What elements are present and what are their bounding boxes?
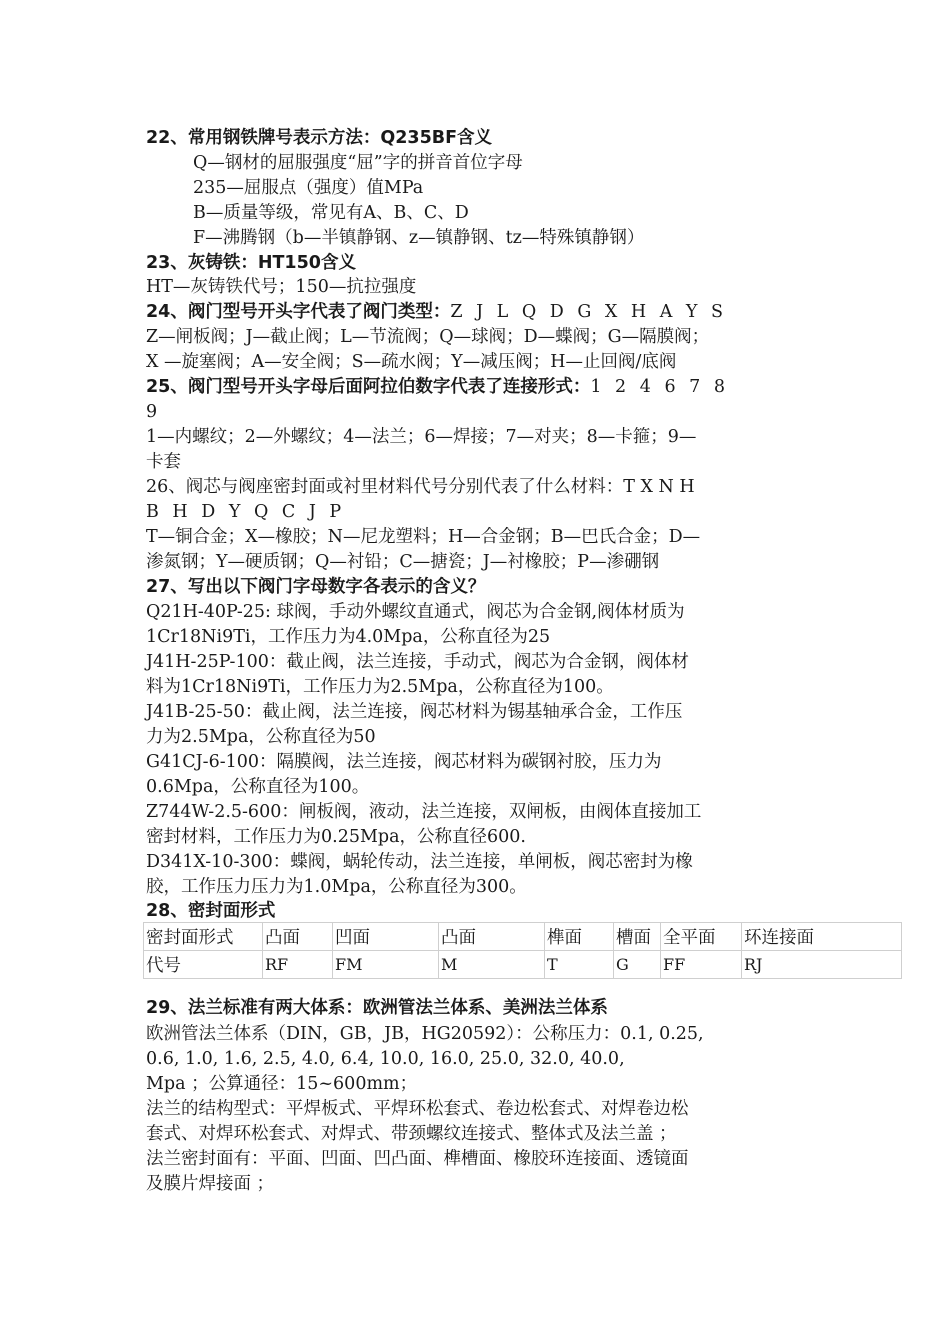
s25-line-2: 卡套	[146, 452, 181, 472]
table-cell: 凸面	[439, 923, 545, 951]
s27-line-2: 1Cr18Ni9Ti，工作压力为4.0Mpa，公称直径为25	[146, 627, 551, 647]
section-23-heading: 23、灰铸铁：HT150含义	[146, 253, 356, 273]
s27-line-1: Q21H-40P-25: 球阀，手动外螺纹直通式，阀芯为合金钢,阀体材质为	[146, 602, 685, 622]
s29-line-4: 法兰的结构型式：平焊板式、平焊环松套式、卷边松套式、对焊卷边松	[146, 1099, 689, 1119]
s29-line-6: 法兰密封面有：平面、凹面、凹凸面、榫槽面、橡胶环连接面、透镜面	[146, 1149, 689, 1169]
section-25-heading: 25、阀门型号开头字母后面阿拉伯数字代表了连接形式：	[146, 377, 591, 397]
s25-digits: 1 2 4 6 7 8	[590, 377, 729, 397]
s24-letters: Z J L Q D G X H A Y S	[450, 302, 728, 322]
s25-heading-wrap: 9	[146, 402, 158, 422]
s27-line-3: J41H-25P-100：截止阀，法兰连接，手动式，阀芯为合金钢，阀体材	[146, 652, 689, 672]
section-27-heading: 27、写出以下阀门字母数字各表示的含义？	[146, 577, 486, 597]
table-cell: 凹面	[333, 923, 439, 951]
table-cell: 代号	[144, 951, 263, 979]
table-cell: RJ	[742, 951, 902, 979]
table-cell: 榫面	[545, 923, 614, 951]
section-24-heading: 24、阀门型号开头字代表了阀门类型：	[146, 302, 451, 322]
s27-line-9: Z744W-2.5-600：闸板阀，液动，法兰连接，双闸板，由阀体直接加工	[146, 802, 702, 822]
s24-line-2: X —旋塞阀；A—安全阀；S—疏水阀；Y—减压阀；H—止回阀/底阀	[146, 352, 677, 372]
s29-line-7: 及膜片焊接面 ；	[146, 1174, 275, 1194]
table-cell: 环连接面	[742, 923, 902, 951]
s29-line-1: 欧洲管法兰体系（DIN，GB，JB，HG20592）：公称压力：0.1, 0.25,	[146, 1024, 704, 1044]
s25-line-1: 1—内螺纹；2—外螺纹；4—法兰；6—焊接；7—对夹；8—卡箍；9—	[146, 427, 697, 447]
table-cell: 全平面	[661, 923, 742, 951]
s27-line-7: G41CJ-6-100：隔膜阀，法兰连接，阀芯材料为碳钢衬胶，压力为	[146, 752, 662, 772]
table-cell: 密封面形式	[144, 923, 263, 951]
s26-line-2: B H D Y Q C J P	[146, 502, 346, 522]
s26-line-4: 渗氮钢；Y—硬质钢；Q—衬铅；C—搪瓷；J—衬橡胶；P—渗硼钢	[146, 552, 660, 572]
table-row	[144, 923, 902, 951]
table-cell: M	[439, 951, 545, 979]
section-22-heading: 22、常用钢铁牌号表示方法：Q235BF含义	[146, 128, 493, 148]
section-25-heading-line	[146, 375, 729, 399]
s29-line-5: 套式、对焊环松套式、对焊式、带颈螺纹连接式、整体式及法兰盖 ；	[146, 1124, 677, 1144]
s26-line-1: 26、阀芯与阀座密封面或衬里材料代号分别代表了什么材料：T X N H	[146, 477, 695, 497]
table-cell: 槽面	[614, 923, 661, 951]
table-cell: FF	[661, 951, 742, 979]
s22-item-2: 235—屈服点（强度）值MPa	[193, 178, 424, 198]
s27-line-10: 密封材料，工作压力为0.25Mpa，公称直径600.	[146, 827, 526, 847]
section-29-heading: 29、法兰标准有两大体系：欧洲管法兰体系、美洲法兰体系	[146, 998, 608, 1018]
s27-line-8: 0.6Mpa，公称直径为100。	[146, 777, 370, 797]
table-row	[144, 951, 902, 979]
s27-line-11: D341X-10-300：蝶阀，蜗轮传动，法兰连接，单闸板，阀芯密封为橡	[146, 852, 693, 872]
table-cell: 凸面	[263, 923, 333, 951]
sealing-face-table	[143, 922, 902, 979]
s22-item-3: B—质量等级，常见有A、B、C、D	[193, 203, 469, 223]
s27-line-12: 胶，工作压力压力为1.0Mpa，公称直径为300。	[146, 877, 527, 897]
section-24-heading-line	[146, 300, 727, 324]
table-cell: T	[545, 951, 614, 979]
table-cell: RF	[263, 951, 333, 979]
s27-line-6: 力为2.5Mpa，公称直径为50	[146, 727, 376, 747]
s29-line-2: 0.6, 1.0, 1.6, 2.5, 4.0, 6.4, 10.0, 16.0, 25.0, 32.0, 40.0,	[146, 1049, 625, 1069]
table-cell: FM	[333, 951, 439, 979]
s23-text: HT—灰铸铁代号；150—抗拉强度	[146, 277, 417, 297]
s29-line-3: Mpa ；公算通径：15~600mm；	[146, 1074, 418, 1094]
s22-item-4: F—沸腾钢（b—半镇静钢、z—镇静钢、tz—特殊镇静钢）	[193, 228, 645, 248]
s24-line-1: Z—闸板阀；J—截止阀；L—节流阀；Q—球阀；D—蝶阀；G—隔膜阀；	[146, 327, 710, 347]
s27-line-5: J41B-25-50：截止阀，法兰连接，阀芯材料为锡基轴承合金，工作压	[146, 702, 683, 722]
table-cell: G	[614, 951, 661, 979]
s26-line-3: T—铜合金；X—橡胶；N—尼龙塑料；H—合金钢；B—巴氏合金；D—	[146, 527, 701, 547]
s22-item-1: Q—钢材的屈服强度“屈”字的拼音首位字母	[193, 153, 523, 173]
section-28-heading: 28、密封面形式	[146, 901, 276, 921]
s27-line-4: 料为1Cr18Ni9Ti，工作压力为2.5Mpa，公称直径为100。	[146, 677, 614, 697]
